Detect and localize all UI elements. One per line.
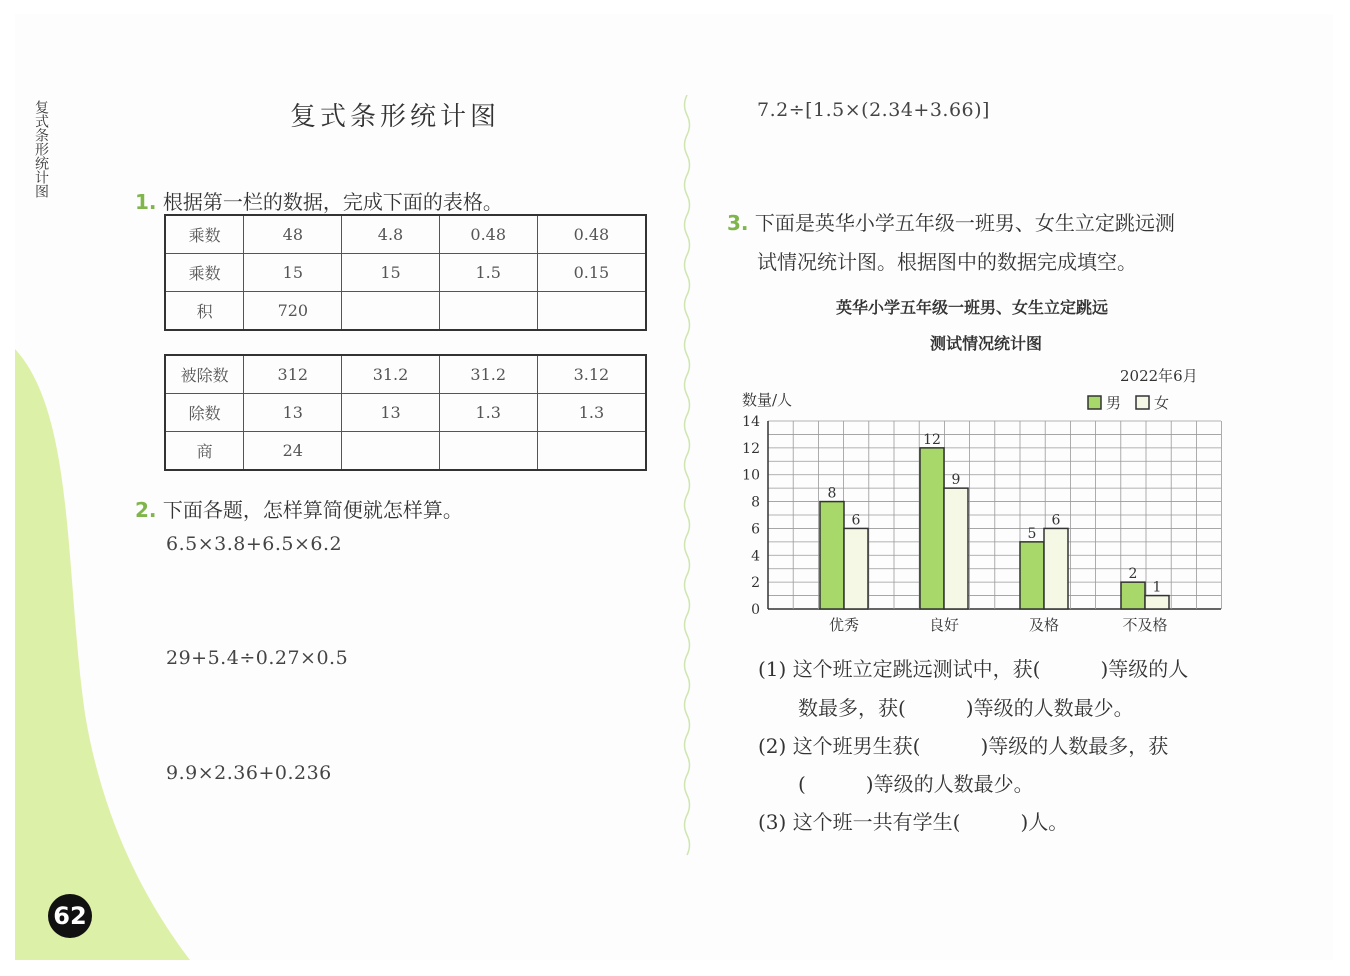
expression-3: 9.9×2.36+0.236 [166, 762, 332, 784]
legend-label: 女 [1154, 394, 1170, 412]
y-tick-label: 8 [751, 494, 760, 511]
mult-table-cell: 0.48 [439, 215, 537, 254]
question-2-text: 下面各题，怎样算简便就怎样算。 [162, 498, 463, 522]
chart-date: 2022年6月 [1120, 367, 1198, 385]
div-table-row [165, 394, 646, 432]
div-table-cell [537, 432, 646, 471]
mult-table-cell: 15 [342, 254, 439, 292]
mult-table-cell [537, 292, 646, 331]
question-2-number: 2. [135, 498, 157, 522]
question-1-number: 1. [135, 190, 157, 214]
mult-table-cell [439, 292, 537, 331]
mult-table-row [165, 254, 646, 292]
page-divider [680, 95, 694, 865]
mult-table-row-header: 乘数 [165, 215, 244, 254]
legend-label: 男 [1106, 394, 1122, 412]
chart-legend [1088, 394, 1169, 412]
question-1 [135, 186, 503, 215]
div-table-cell: 24 [244, 432, 342, 471]
div-table-cell: 312 [244, 355, 342, 394]
y-tick-label: 4 [751, 548, 760, 565]
fill-blank-2b: ( )等级的人数最少。 [798, 772, 1034, 796]
x-category-label: 优秀 [828, 616, 860, 634]
mult-table-row [165, 215, 646, 254]
chart-grid [742, 414, 1221, 618]
question-3-text-line2: 试情况统计图。根据图中的数据完成填空。 [757, 250, 1137, 274]
x-category-label: 不及格 [1122, 616, 1168, 634]
bar-value-label: 5 [1027, 525, 1037, 542]
div-table-cell: 3.12 [537, 355, 646, 394]
bar-male [1020, 542, 1044, 609]
bar-female [944, 488, 968, 609]
div-table-row-header: 被除数 [165, 355, 244, 394]
y-tick-label: 6 [751, 521, 760, 538]
expression-2: 29+5.4÷0.27×0.5 [166, 647, 349, 669]
expression-1: 6.5×3.8+6.5×6.2 [166, 533, 343, 555]
x-category-label: 及格 [1028, 616, 1060, 634]
div-table-row-header: 除数 [165, 394, 244, 432]
fill-blank-3: (3) 这个班一共有学生( )人。 [758, 810, 1069, 834]
bar-value-label: 9 [951, 472, 961, 489]
expression-4: 7.2÷[1.5×(2.34+3.66)] [757, 99, 990, 121]
page-number: 62 [48, 894, 92, 938]
y-tick-label: 0 [751, 602, 760, 618]
x-category-label: 良好 [928, 616, 960, 634]
mult-table-row [165, 292, 646, 331]
question-3 [727, 207, 1175, 236]
div-table-cell: 1.3 [537, 394, 646, 432]
mult-table-row-header: 乘数 [165, 254, 244, 292]
mult-table-cell: 0.15 [537, 254, 646, 292]
multiplication-table [164, 214, 647, 331]
question-2 [135, 494, 463, 523]
bar-value-label: 6 [851, 512, 861, 529]
mult-table-cell: 4.8 [342, 215, 439, 254]
fill-blank-2a: (2) 这个班男生获( )等级的人数最多，获 [758, 734, 1169, 758]
side-title: 复式条形统计图 [33, 100, 49, 198]
div-table-row [165, 432, 646, 471]
bar-value-label: 12 [923, 431, 941, 448]
bar-chart [730, 360, 1230, 640]
chart-labels [828, 432, 1168, 634]
div-table-row [165, 355, 646, 394]
div-table-cell: 31.2 [342, 355, 439, 394]
mult-table-row-header: 积 [165, 292, 244, 331]
mult-table-cell [342, 292, 439, 331]
legend-swatch [1088, 396, 1101, 409]
division-table [164, 354, 647, 471]
fill-blank-1a: (1) 这个班立定跳远测试中，获( )等级的人 [758, 657, 1189, 681]
chart-subtitle: 测试情况统计图 [930, 334, 1043, 353]
bar-female [844, 528, 868, 609]
bar-male [820, 502, 844, 609]
bar-value-label: 8 [827, 485, 837, 502]
y-tick-label: 10 [742, 467, 760, 484]
y-tick-label: 2 [751, 575, 760, 592]
question-1-text: 根据第一栏的数据，完成下面的表格。 [162, 190, 503, 214]
div-table-row-header: 商 [165, 432, 244, 471]
bar-male [1121, 582, 1145, 609]
div-table-cell [439, 432, 537, 471]
legend-swatch [1136, 396, 1149, 409]
div-table-cell: 31.2 [439, 355, 537, 394]
bar-value-label: 1 [1152, 579, 1162, 596]
bar-value-label: 2 [1128, 566, 1138, 583]
bar-value-label: 6 [1051, 512, 1061, 529]
y-tick-label: 14 [742, 414, 760, 430]
mult-table-cell: 720 [244, 292, 342, 331]
page-title: 复式条形统计图 [290, 102, 501, 132]
bar-female [1145, 596, 1169, 609]
chart-title: 英华小学五年级一班男、女生立定跳远 [836, 298, 1109, 317]
div-table-cell: 13 [244, 394, 342, 432]
bar-male [920, 448, 944, 609]
mult-table-cell: 1.5 [439, 254, 537, 292]
fill-blank-1b: 数最多，获( )等级的人数最少。 [798, 696, 1134, 720]
mult-table-cell: 48 [244, 215, 342, 254]
div-table-cell: 1.3 [439, 394, 537, 432]
question-3-number: 3. [727, 211, 749, 235]
question-3-text-line1: 下面是英华小学五年级一班男、女生立定跳远测 [754, 211, 1175, 235]
mult-table-cell: 0.48 [537, 215, 646, 254]
bar-female [1044, 528, 1068, 609]
div-table-cell [342, 432, 439, 471]
div-table-cell: 13 [342, 394, 439, 432]
y-axis-label: 数量/人 [742, 391, 793, 409]
y-tick-label: 12 [742, 440, 760, 457]
mult-table-cell: 15 [244, 254, 342, 292]
